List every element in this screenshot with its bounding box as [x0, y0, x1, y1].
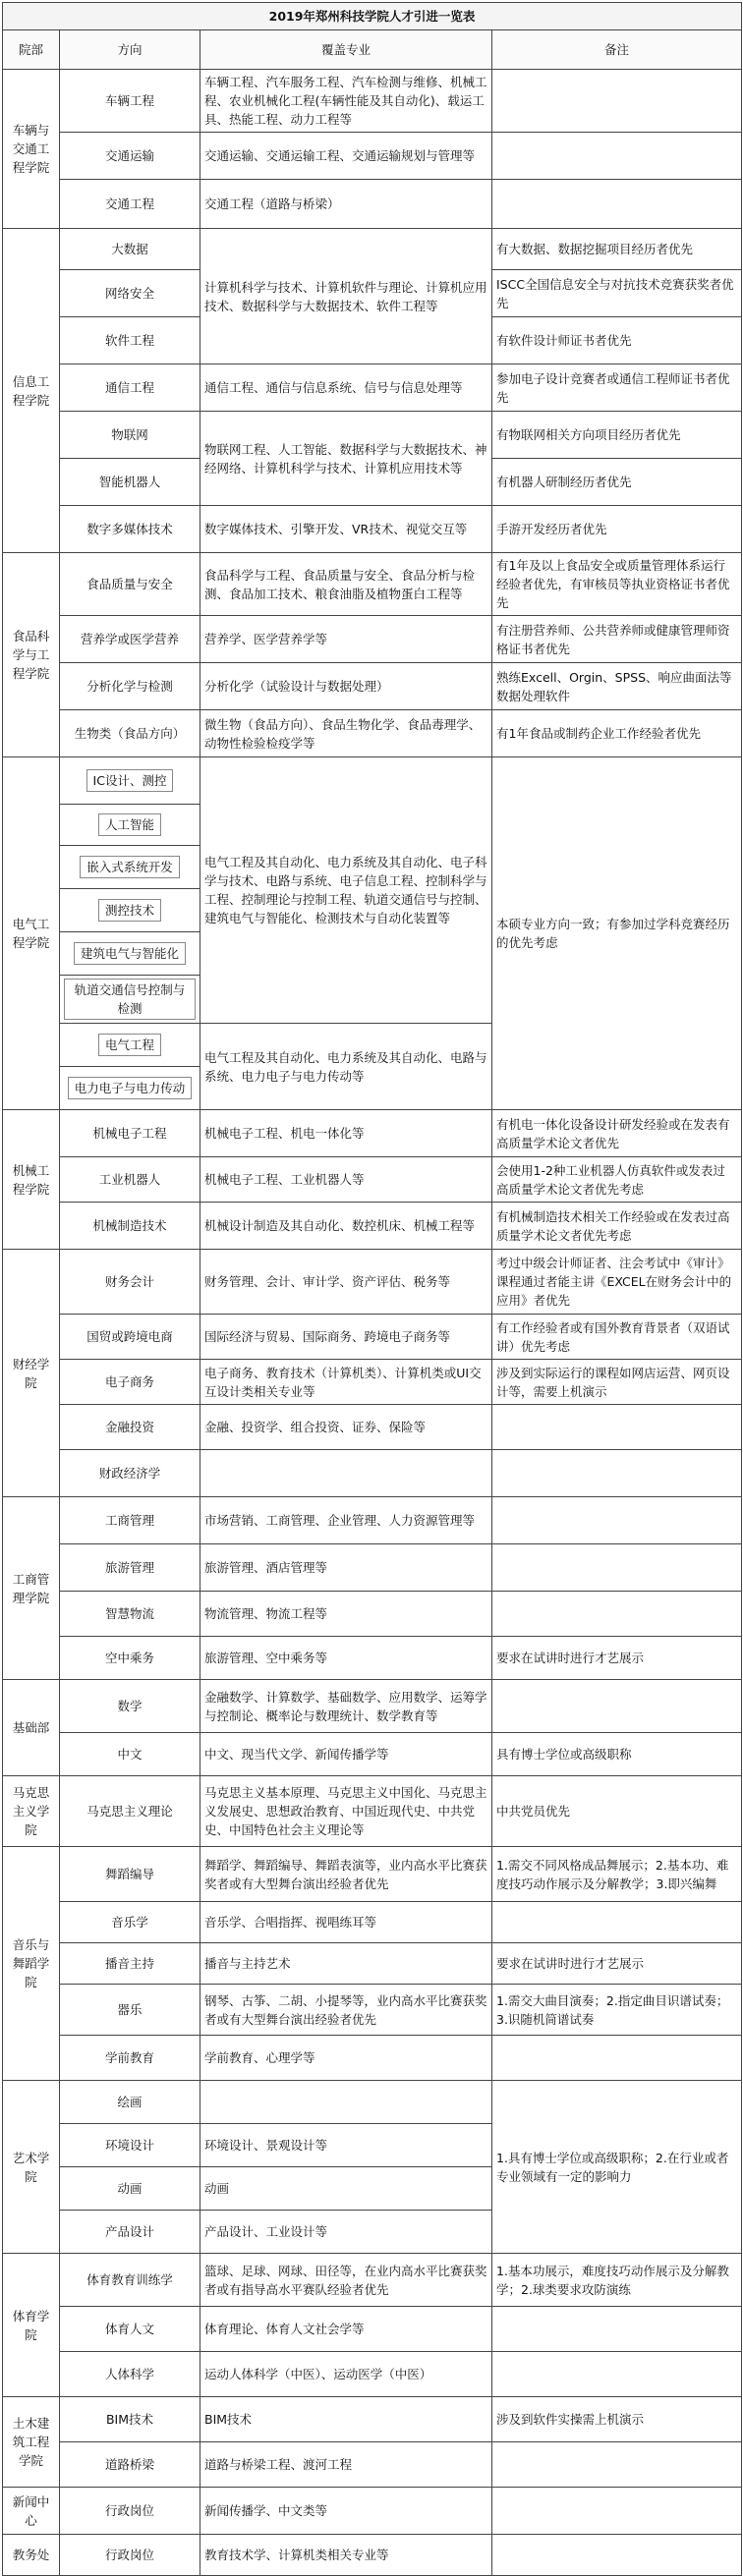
table-row	[3, 1450, 742, 1497]
table-row	[3, 2442, 742, 2488]
direction-cell: 软件工程	[60, 317, 200, 364]
table-row	[3, 1110, 742, 1157]
direction-cell: 机械制造技术	[60, 1203, 200, 1250]
college-cell: 新闻中心	[3, 2488, 60, 2535]
direction-label: 人工智能	[98, 813, 161, 836]
direction-cell: 财务会计	[60, 1250, 200, 1315]
note-cell	[492, 2488, 742, 2535]
coverage-cell: 通信工程、通信与信息系统、信号与信息处理等	[200, 364, 492, 412]
direction-label: 电气工程	[98, 1034, 161, 1056]
college-cell: 工商管理学院	[3, 1497, 60, 1680]
direction-cell: 播音主持	[60, 1943, 200, 1985]
table-row	[3, 2352, 742, 2397]
table-title: 2019年郑州科技学院人才引进一览表	[3, 3, 742, 30]
college-cell: 信息工程学院	[3, 229, 60, 553]
note-cell: 熟练Excell、Orgin、SPSS、响应曲面法等数据处理软件	[492, 663, 742, 710]
direction-cell	[60, 757, 200, 805]
coverage-cell: 学前教育、心理学等	[200, 2036, 492, 2081]
direction-cell	[60, 805, 200, 846]
header-college: 院部	[3, 30, 60, 70]
direction-cell: 交通工程	[60, 180, 200, 229]
direction-cell: 中文	[60, 1733, 200, 1776]
direction-label: 嵌入式系统开发	[80, 856, 180, 878]
table-row	[3, 2397, 742, 2442]
note-cell	[492, 1544, 742, 1592]
note-cell: 涉及到软件实操需上机演示	[492, 2397, 742, 2442]
direction-cell: 人体科学	[60, 2352, 200, 2397]
table-row	[3, 1733, 742, 1776]
table-row	[3, 1637, 742, 1680]
note-cell: 有机械制造技术相关工作经验或在发表过高质量学术论文者优先考虑	[492, 1203, 742, 1250]
note-cell: 要求在试讲时进行才艺展示	[492, 1637, 742, 1680]
direction-cell: 工商管理	[60, 1497, 200, 1544]
direction-cell: 音乐学	[60, 1902, 200, 1943]
note-cell: 1.基本功展示，难度技巧动作展示及分解教学；2.球类要求攻防演练	[492, 2254, 742, 2307]
table-row	[3, 2307, 742, 2352]
coverage-cell: 马克思主义基本原理、马克思主义中国化、马克思主义发展史、思想政治教育、中国近现代史、中共党史、中国特色社会主义理论等	[200, 1776, 492, 1847]
note-cell	[492, 1680, 742, 1733]
coverage-cell: 新闻传播学、中文类等	[200, 2488, 492, 2535]
table-row	[3, 180, 742, 229]
direction-cell	[60, 1024, 200, 1067]
direction-cell: 车辆工程	[60, 70, 200, 133]
coverage-cell: 环境设计、景观设计等	[200, 2124, 492, 2167]
direction-cell: 生物类（食品方向）	[60, 710, 200, 757]
direction-cell: BIM技术	[60, 2397, 200, 2442]
coverage-cell: 钢琴、古筝、二胡、小提琴等，业内高水平比赛获奖者或有大型舞台演出经验者优先	[200, 1985, 492, 2036]
table-row	[3, 1680, 742, 1733]
direction-cell: 营养学或医学营养	[60, 616, 200, 663]
direction-cell: 行政岗位	[60, 2535, 200, 2576]
note-cell: 有1年食品或制药企业工作经验者优先	[492, 710, 742, 757]
table-row	[3, 506, 742, 553]
direction-cell: 数学	[60, 1680, 200, 1733]
table-row	[3, 1943, 742, 1985]
table-row	[3, 1360, 742, 1405]
coverage-cell: 市场营销、工商管理、企业管理、人力资源管理等	[200, 1497, 492, 1544]
direction-cell: 网络安全	[60, 270, 200, 317]
direction-cell: 分析化学与检测	[60, 663, 200, 710]
table-row	[3, 70, 742, 133]
note-cell	[492, 2036, 742, 2081]
coverage-cell: 国际经济与贸易、国际商务、跨境电子商务等	[200, 1315, 492, 1360]
direction-cell: 体育人文	[60, 2307, 200, 2352]
college-cell: 土木建筑工程学院	[3, 2397, 60, 2488]
coverage-cell: 篮球、足球、网球、田径等，在业内高水平比赛获奖者或有指导高水平赛队经验者优先	[200, 2254, 492, 2307]
coverage-cell: 音乐学、合唱指挥、视唱练耳等	[200, 1902, 492, 1943]
table-row	[3, 1902, 742, 1943]
direction-cell: 物联网	[60, 412, 200, 459]
table-row	[3, 663, 742, 710]
direction-cell	[60, 1067, 200, 1110]
direction-label: 轨道交通信号控制与检测	[64, 979, 196, 1020]
table-row	[3, 1203, 742, 1250]
coverage-cell: 机械电子工程、机电一体化等	[200, 1110, 492, 1157]
direction-cell	[60, 889, 200, 932]
table-row	[3, 1592, 742, 1637]
table-row	[3, 2036, 742, 2081]
direction-cell: 交通运输	[60, 133, 200, 180]
direction-label: IC设计、测控	[86, 769, 174, 792]
note-cell: 1.需交不同风格成品舞展示；2.基本功、难度技巧动作展示及分解教学；3.即兴编舞	[492, 1847, 742, 1902]
coverage-cell: 计算机科学与技术、计算机软件与理论、计算机应用技术、数据科学与大数据技术、软件工程等	[200, 229, 492, 364]
direction-cell: 器乐	[60, 1985, 200, 2036]
college-cell: 车辆与交通工程学院	[3, 70, 60, 229]
college-cell: 财经学院	[3, 1250, 60, 1497]
table-row	[3, 1497, 742, 1544]
note-cell	[492, 1497, 742, 1544]
coverage-cell: 物流管理、物流工程等	[200, 1592, 492, 1637]
direction-cell: 机械电子工程	[60, 1110, 200, 1157]
note-cell: 本硕专业方向一致；有参加过学科竞赛经历的优先考虑	[492, 757, 742, 1110]
note-cell: 中共党员优先	[492, 1776, 742, 1847]
direction-cell: 工业机器人	[60, 1157, 200, 1203]
table-row	[3, 1250, 742, 1315]
note-cell: 有机电一体化设备设计研发经验或在发表有高质量学术论文者优先	[492, 1110, 742, 1157]
coverage-cell: 微生物（食品方向）、食品生物化学、食品毒理学、动物性检验检疫学等	[200, 710, 492, 757]
header-direction: 方向	[60, 30, 200, 70]
coverage-cell: 分析化学（试验设计与数据处理）	[200, 663, 492, 710]
coverage-cell: 教育技术学、计算机类相关专业等	[200, 2535, 492, 2576]
table-row	[3, 1847, 742, 1902]
note-cell: 有物联网相关方向项目经历者优先	[492, 412, 742, 459]
college-cell: 食品科学与工程学院	[3, 553, 60, 757]
table-row	[3, 2081, 742, 2124]
table-row	[3, 1157, 742, 1203]
note-cell: 1.需交大曲目演奏；2.指定曲目识谱试奏；3.识随机简谱试奏	[492, 1985, 742, 2036]
note-cell: 有大数据、数据挖掘项目经历者优先	[492, 229, 742, 270]
note-cell: 1.具有博士学位或高级职称；2.在行业或者专业领域有一定的影响力	[492, 2081, 742, 2254]
note-cell: 具有博士学位或高级职称	[492, 1733, 742, 1776]
direction-cell: 舞蹈编导	[60, 1847, 200, 1902]
table-row	[3, 710, 742, 757]
table-row	[3, 1985, 742, 2036]
note-cell: 手游开发经历者优先	[492, 506, 742, 553]
direction-cell	[60, 932, 200, 976]
direction-cell: 产品设计	[60, 2211, 200, 2254]
direction-cell: 体育教育训练学	[60, 2254, 200, 2307]
coverage-cell	[200, 1450, 492, 1497]
direction-label: 电力电子与电力传动	[68, 1077, 193, 1099]
coverage-cell: 旅游管理、酒店管理等	[200, 1544, 492, 1592]
table-row	[3, 2254, 742, 2307]
college-cell: 音乐与舞蹈学院	[3, 1847, 60, 2081]
direction-cell: 数字多媒体技术	[60, 506, 200, 553]
header-coverage: 覆盖专业	[200, 30, 492, 70]
table-row	[3, 616, 742, 663]
direction-cell: 马克思主义理论	[60, 1776, 200, 1847]
note-cell	[492, 133, 742, 180]
note-cell	[492, 1405, 742, 1450]
note-cell	[492, 1902, 742, 1943]
recruitment-table	[2, 2, 742, 2576]
coverage-cell: 电子商务、教育技术（计算机类）、计算机类或UI交互设计类相关专业等	[200, 1360, 492, 1405]
coverage-cell: 营养学、医学营养学等	[200, 616, 492, 663]
direction-cell	[60, 976, 200, 1024]
note-cell: ISCC全国信息安全与对抗技术竞赛获奖者优先	[492, 270, 742, 317]
direction-cell: 国贸或跨境电商	[60, 1315, 200, 1360]
direction-cell: 旅游管理	[60, 1544, 200, 1592]
table-row	[3, 364, 742, 412]
direction-cell: 金融投资	[60, 1405, 200, 1450]
coverage-cell: 道路与桥梁工程、渡河工程	[200, 2442, 492, 2488]
coverage-cell: 电气工程及其自动化、电力系统及其自动化、电路与系统、电力电子与电力传动等	[200, 1024, 492, 1110]
table-row	[3, 553, 742, 616]
coverage-cell: 舞蹈学、舞蹈编导、舞蹈表演等，业内高水平比赛获奖者或有大型舞台演出经验者优先	[200, 1847, 492, 1902]
note-cell: 有1年及以上食品安全或质量管理体系运行经验者优先，有审核员等执业资格证书者优先	[492, 553, 742, 616]
coverage-cell: 动画	[200, 2167, 492, 2211]
college-cell: 马克思主义学院	[3, 1776, 60, 1847]
coverage-cell: 交通工程（道路与桥梁）	[200, 180, 492, 229]
coverage-cell: 播音与主持艺术	[200, 1943, 492, 1985]
table-row	[3, 133, 742, 180]
coverage-cell: 数字媒体技术、引擎开发、VR技术、视觉交互等	[200, 506, 492, 553]
note-cell	[492, 1450, 742, 1497]
direction-cell: 环境设计	[60, 2124, 200, 2167]
direction-cell: 绘画	[60, 2081, 200, 2124]
note-cell	[492, 2535, 742, 2576]
direction-cell	[60, 846, 200, 889]
coverage-cell	[200, 2081, 492, 2124]
note-cell: 参加电子设计竞赛者或通信工程师证书者优先	[492, 364, 742, 412]
table-row	[3, 2488, 742, 2535]
college-cell: 体育学院	[3, 2254, 60, 2397]
direction-label: 建筑电气与智能化	[74, 942, 186, 965]
note-cell	[492, 2352, 742, 2397]
direction-cell: 学前教育	[60, 2036, 200, 2081]
direction-cell: 空中乘务	[60, 1637, 200, 1680]
coverage-cell: 机械设计制造及其自动化、数控机床、机械工程等	[200, 1203, 492, 1250]
table-row	[3, 1405, 742, 1450]
note-cell: 涉及到实际运行的课程如网店运营、网页设计等，需要上机演示	[492, 1360, 742, 1405]
coverage-cell: 体育理论、体育人文社会学等	[200, 2307, 492, 2352]
coverage-cell: 车辆工程、汽车服务工程、汽车检测与维修、机械工程、农业机械化工程(车辆性能及其自动化)、载运工具、热能工程、动力工程等	[200, 70, 492, 133]
coverage-cell: 金融、投资学、组合投资、证券、保险等	[200, 1405, 492, 1450]
direction-cell: 电子商务	[60, 1360, 200, 1405]
table-row	[3, 2535, 742, 2576]
coverage-cell: 财务管理、会计、审计学、资产评估、税务等	[200, 1250, 492, 1315]
direction-cell: 财政经济学	[60, 1450, 200, 1497]
note-cell: 有注册营养师、公共营养师或健康管理师资格证书者优先	[492, 616, 742, 663]
coverage-cell: 产品设计、工业设计等	[200, 2211, 492, 2254]
coverage-cell: 物联网工程、人工智能、数据科学与大数据技术、神经网络、计算机科学与技术、计算机应用技术等	[200, 412, 492, 506]
college-cell: 艺术学院	[3, 2081, 60, 2254]
table-row	[3, 1544, 742, 1592]
table-row	[3, 1776, 742, 1847]
note-cell	[492, 1592, 742, 1637]
note-cell	[492, 2307, 742, 2352]
table-row	[3, 757, 742, 805]
note-cell: 考过中级会计师证者、注会考试中《审计》课程通过者能主讲《EXCEL在财务会计中的应用》者优先	[492, 1250, 742, 1315]
direction-cell: 动画	[60, 2167, 200, 2211]
note-cell	[492, 70, 742, 133]
coverage-cell: 旅游管理、空中乘务等	[200, 1637, 492, 1680]
coverage-cell: 交通运输、交通运输工程、交通运输规划与管理等	[200, 133, 492, 180]
table-row	[3, 229, 742, 270]
college-cell: 基础部	[3, 1680, 60, 1776]
direction-cell: 大数据	[60, 229, 200, 270]
note-cell	[492, 180, 742, 229]
coverage-cell: 食品科学与工程、食品质量与安全、食品分析与检测、食品加工技术、粮食油脂及植物蛋白工程等	[200, 553, 492, 616]
direction-cell: 智能机器人	[60, 459, 200, 506]
direction-cell: 道路桥梁	[60, 2442, 200, 2488]
coverage-cell: 金融数学、计算数学、基础数学、应用数学、运筹学与控制论、概率论与数理统计、数学教育等	[200, 1680, 492, 1733]
note-cell: 要求在试讲时进行才艺展示	[492, 1943, 742, 1985]
note-cell: 有软件设计师证书者优先	[492, 317, 742, 364]
direction-label: 测控技术	[98, 899, 161, 922]
coverage-cell: 机械电子工程、工业机器人等	[200, 1157, 492, 1203]
table-row	[3, 1315, 742, 1360]
direction-cell: 行政岗位	[60, 2488, 200, 2535]
header-note: 备注	[492, 30, 742, 70]
coverage-cell: BIM技术	[200, 2397, 492, 2442]
coverage-cell: 中文、现当代文学、新闻传播学等	[200, 1733, 492, 1776]
college-cell: 机械工程学院	[3, 1110, 60, 1250]
note-cell: 有机器人研制经历者优先	[492, 459, 742, 506]
college-cell: 教务处	[3, 2535, 60, 2576]
note-cell	[492, 2442, 742, 2488]
table-row	[3, 412, 742, 459]
direction-cell: 食品质量与安全	[60, 553, 200, 616]
college-cell: 电气工程学院	[3, 757, 60, 1110]
note-cell: 有工作经验者或有国外教育背景者（双语试讲）优先考虑	[492, 1315, 742, 1360]
coverage-cell: 运动人体科学（中医）、运动医学（中医）	[200, 2352, 492, 2397]
coverage-cell: 电气工程及其自动化、电力系统及其自动化、电子科学与技术、电路与系统、电子信息工程、控制科学与工程、控制理论与控制工程、轨道交通信号与控制、建筑电气与智能化、检测技术与自动化装置等	[200, 757, 492, 1024]
note-cell: 会使用1-2种工业机器人仿真软件或发表过高质量学术论文者优先考虑	[492, 1157, 742, 1203]
direction-cell: 智慧物流	[60, 1592, 200, 1637]
direction-cell: 通信工程	[60, 364, 200, 412]
